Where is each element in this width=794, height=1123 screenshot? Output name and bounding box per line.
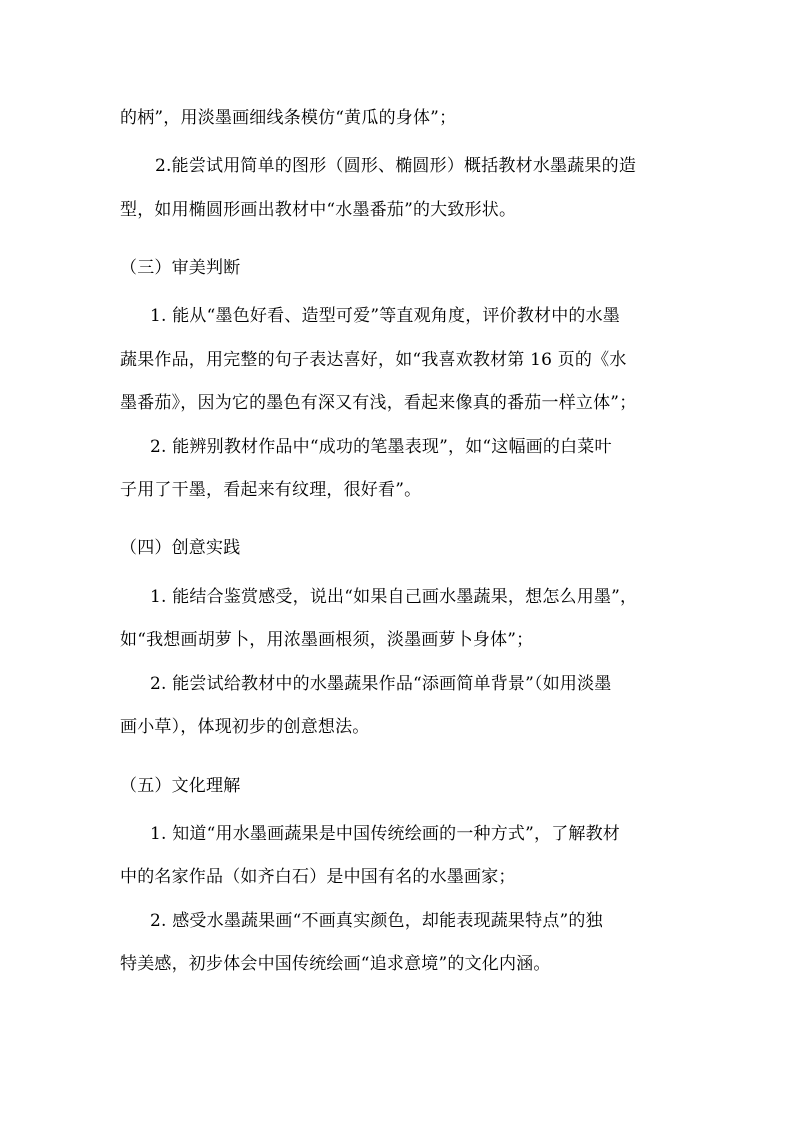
section-heading-aesthetic-judgment: （三）审美判断 [120, 258, 241, 278]
paragraph-line: 的柄”，用淡墨画细线条模仿“黄瓜的身体”； [120, 108, 457, 128]
paragraph-line: 子用了干墨，看起来有纹理，很好看”。 [120, 480, 422, 500]
paragraph-line: 蔬果作品，用完整的句子表达喜好，如“我喜欢教材第 16 页的《水 [120, 350, 627, 370]
section-heading-cultural-understanding: （五）文化理解 [120, 776, 241, 796]
paragraph-line: 1. 能从“墨色好看、造型可爱”等直观角度，评价教材中的水墨 [150, 306, 621, 326]
paragraph-line: 2. 感受水墨蔬果画“不画真实颜色，却能表现蔬果特点”的独 [150, 911, 603, 931]
paragraph-line: 2.能尝试用简单的图形（圆形、椭圆形）概括教材水墨蔬果的造 [155, 156, 637, 176]
paragraph-line: 中的名家作品（如齐白石）是中国有名的水墨画家； [120, 867, 516, 887]
paragraph-line: 墨番茄》，因为它的墨色有深又有浅，看起来像真的番茄一样立体”； [120, 393, 637, 413]
paragraph-line: 画小草），体现初步的创意想法。 [120, 717, 370, 737]
paragraph-line: 型，如用椭圆形画出教材中“水墨番茄”的大致形状。 [120, 200, 517, 220]
paragraph-line: 特美感，初步体会中国传统绘画“追求意境”的文化内涵。 [120, 954, 551, 974]
paragraph-line: 2. 能辨别教材作品中“成功的笔墨表现”，如“这幅画的白菜叶 [150, 437, 612, 457]
paragraph-line: 2. 能尝试给教材中的水墨蔬果作品“添画简单背景”（如用淡墨 [150, 674, 612, 694]
paragraph-line: 1. 能结合鉴赏感受，说出“如果自己画水墨蔬果，想怎么用墨”， [150, 587, 638, 607]
paragraph-line: 1. 知道“用水墨画蔬果是中国传统绘画的一种方式”，了解教材 [150, 824, 621, 844]
section-heading-creative-practice: （四）创意实践 [120, 538, 241, 558]
paragraph-line: 如“我想画胡萝卜，用浓墨画根须，淡墨画萝卜身体”； [120, 630, 534, 650]
